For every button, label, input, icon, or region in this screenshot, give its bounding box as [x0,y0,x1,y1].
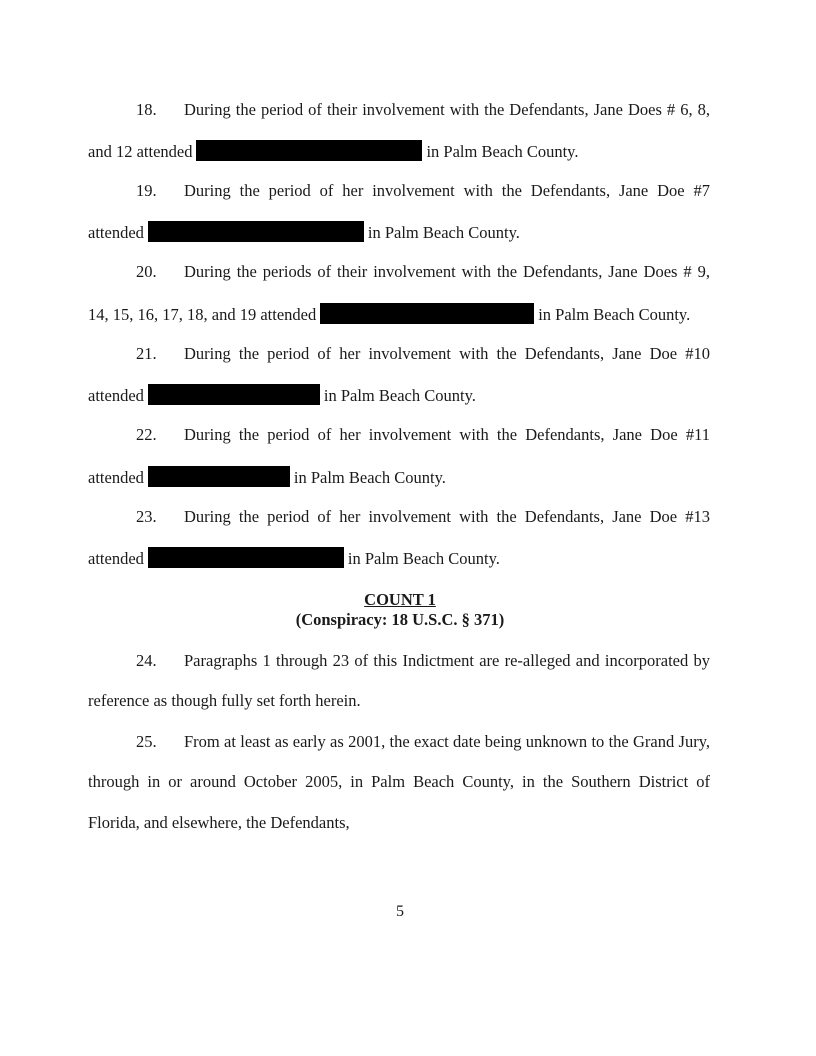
paragraph-text: in Palm Beach County. [323,386,476,405]
redaction-bar [148,221,364,242]
count-subtitle: (Conspiracy: 18 U.S.C. § 371) [295,610,505,629]
paragraph-number: 19. [136,181,157,200]
paragraph-number: 23. [136,507,157,526]
paragraph-21-line-1 [88,344,710,364]
paragraph-24-line-1 [88,651,710,671]
paragraph-number: 25. [136,732,157,751]
paragraph-number: 22. [136,425,157,444]
paragraph-text: in Palm Beach County. [367,223,520,242]
paragraph-22-line-1 [88,425,710,445]
paragraph-text: During the period of her involvement with the Defendants, Jane Doe #10 [184,344,710,363]
redaction-bar [148,547,344,568]
paragraph-23-line-2 [88,547,710,569]
redaction-bar [148,384,320,405]
paragraph-number: 24. [136,651,157,670]
paragraph-18-line-2 [88,140,710,162]
paragraph-text: From at least as early as 2001, the exact date being unknown to the Grand Jury, [184,732,710,751]
paragraph-23-line-1 [88,507,710,527]
paragraph-number: 18. [136,100,157,119]
paragraph-text: During the period of her involvement with the Defendants, Jane Doe #11 [184,425,710,444]
paragraph-text: attended [88,549,144,568]
paragraph-text: attended [88,468,144,487]
paragraph-text: in Palm Beach County. [426,142,579,161]
redaction-bar [196,140,422,161]
paragraph-text: in Palm Beach County. [293,468,446,487]
paragraph-text: and 12 attended [88,142,193,161]
paragraph-25-line-3: Florida, and elsewhere, the Defendants, [88,813,350,832]
redaction-bar [320,303,534,324]
paragraph-19-line-1 [88,181,710,201]
paragraph-25-line-1 [88,732,710,752]
paragraph-18-line-1 [88,100,710,120]
paragraph-number: 21. [136,344,157,363]
paragraph-text: in Palm Beach County. [347,549,500,568]
paragraph-text: Paragraphs 1 through 23 of this Indictment are re-alleged and incorporated by [184,651,710,670]
page-number: 5 [396,903,404,920]
paragraph-24-line-2: reference as though fully set forth herein. [88,691,361,710]
paragraph-text: attended [88,386,144,405]
count-title-text: COUNT 1 [364,590,436,609]
paragraph-text: 14, 15, 16, 17, 18, and 19 attended [88,305,317,324]
paragraph-text: in Palm Beach County. [538,305,691,324]
paragraph-text: During the period of their involvement with the Defendants, Jane Does # 6, 8, [184,100,710,119]
paragraph-21-line-2 [88,384,710,406]
paragraph-text: During the period of her involvement with the Defendants, Jane Doe #7 [184,181,710,200]
redaction-bar [148,466,290,487]
paragraph-number: 20. [136,262,157,281]
count-title [0,590,800,610]
paragraph-25-line-2: through in or around October 2005, in Palm Beach County, in the Southern District of [88,772,710,791]
paragraph-text: attended [88,223,144,242]
paragraph-20-line-1 [88,262,710,282]
paragraph-text: During the period of her involvement with the Defendants, Jane Doe #13 [184,507,710,526]
paragraph-text: During the periods of their involvement with the Defendants, Jane Does # 9, [184,262,710,281]
paragraph-22-line-2 [88,466,710,488]
paragraph-19-line-2 [88,221,710,243]
paragraph-20-line-2 [88,303,710,325]
